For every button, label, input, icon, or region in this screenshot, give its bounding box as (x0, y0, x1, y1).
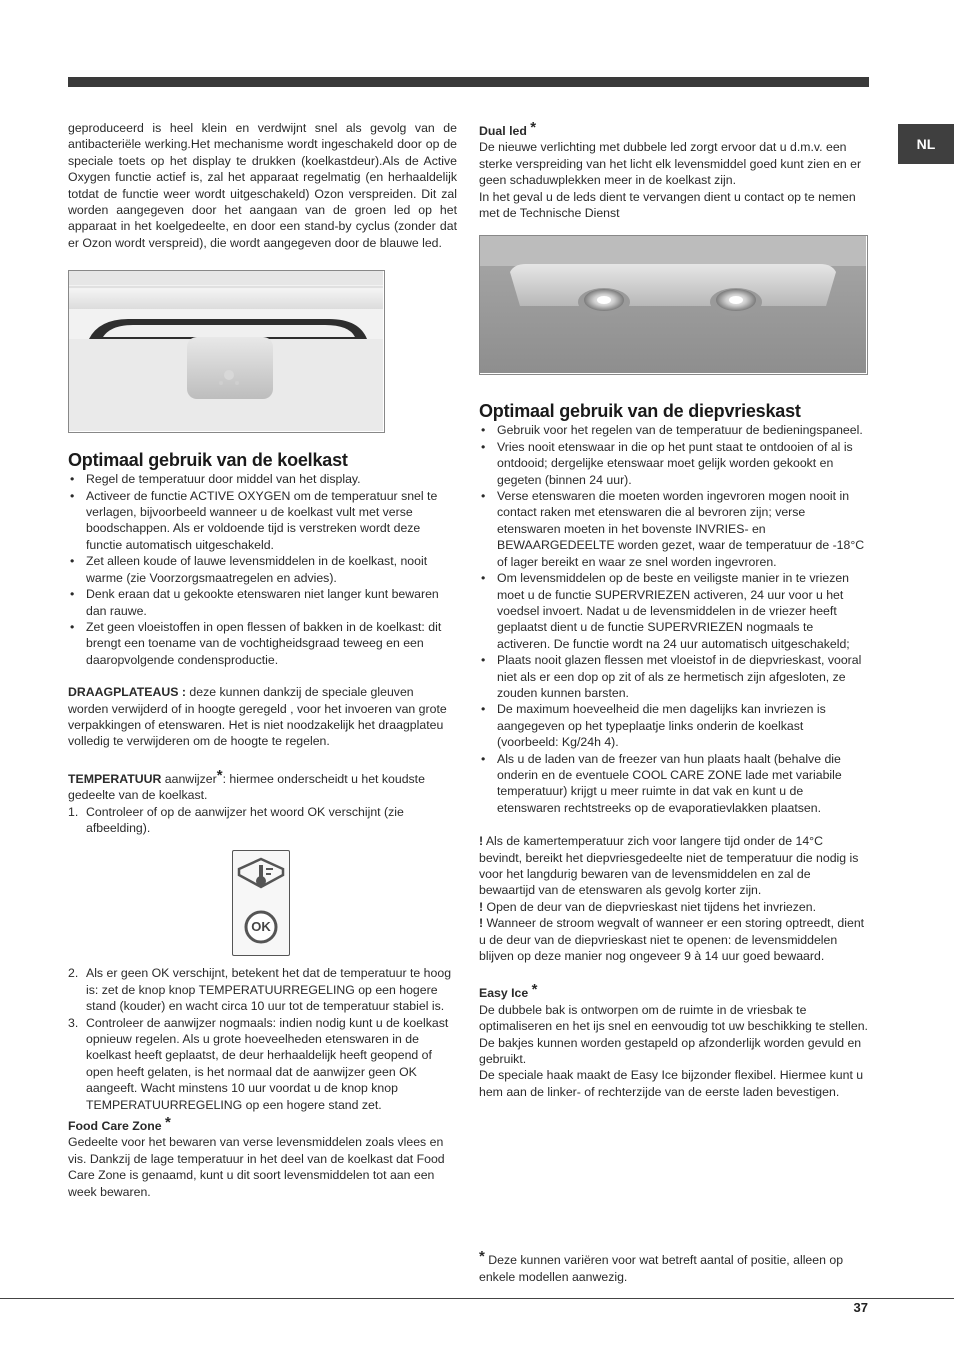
dual-led-light-image (480, 236, 866, 373)
right-column (479, 120, 868, 1100)
food-care-text: Gedeelte voor het bewaren van verse levensmiddelen zoals vlees en vis. Dankzij de lage temperatuur in het deel van de koelkast dat Food Care Zone is genaamd, kunt u dit soort levensmiddelen tot aan een week bewaren. (68, 1135, 445, 1199)
header-rule (68, 77, 869, 87)
active-oxygen-device-image (69, 271, 383, 431)
list-item: • Gebruik voor het regelen van de temperatuur de bedieningspaneel. (479, 422, 868, 438)
language-tab: NL (898, 124, 954, 164)
easy-ice-text-2: De speciale haak maakt de Easy Ice bijzonder flexibel. Hiermee kunt u hem aan de linker- of rechterzijde van de eerste laden bevestigen. (479, 1068, 864, 1099)
dual-led-photo (479, 235, 868, 375)
list-item: • Denk eraan dat u gekookte etenswaren niet langer kunt bewaren dan rauwe. (68, 586, 457, 619)
footnote: * Deze kunnen variëren voor wat betreft aantal of positie, alleen op enkele modellen aanwezig. (479, 1248, 844, 1284)
fridge-photo (68, 270, 385, 433)
food-care-title: Food Care Zone * (68, 1114, 171, 1134)
ok-label: OK (251, 919, 271, 935)
warning-3: ! Wanneer de stroom wegvalt of wanneer er een storing optreedt, dient u de deur van de diepvrieskast niet te openen: de levensmiddelen blijven op deze manier nog ongeveer 9 à 14 uur goed bewaard. (479, 916, 865, 964)
dual-led-text-2: In het geval u de leds dient te vervangen dient u contact op te nemen met de Technische Dienst (479, 189, 856, 221)
diepvries-bullet-list (479, 422, 868, 816)
warning-2: ! Open de deur van de diepvrieskast niet tijdens het invriezen. (479, 899, 817, 914)
warning-icon: ! (479, 899, 484, 914)
ok-indicator (232, 850, 290, 956)
asterisk-mark: * (530, 119, 537, 136)
intro-paragraph: geproduceerd is heel klein en verdwijnt snel als gevolg van de antibacteriële werking.Het mechanisme wordt ingeschakeld door op de speciale toets op het display te drukken (koelkastdeur).Als de Active Oxygen functie actief is, zal het apparaat regelmatig (en herhaaldelijk totdat de functie weer wordt uitgeschakeld) Ozon verspreiden. Dit zal worden aangegeven door het aangaan van de groen led op het apparaat in het koelgedeelte, en door een stand-by cyclus (zonder dat er Ozon wordt verspreid), die wordt aangegeven door de blauwe led. (68, 121, 457, 250)
warning-1: ! Als de kamertemperatuur zich voor langere tijd onder de 14°C bevindt, bereikt het diepvriesgedeelte niet de temperatuur die nodig is voor het langdurig bewaren van de levensmiddelen en zal de bewaartijd van de etenswaren als gevolg korter zijn. (479, 834, 859, 898)
easy-ice-text-1: De dubbele bak is ontworpen om de ruimte in de vriesbak te optimaliseren en het ijs snel en eenvoudig tot uw beschikking te stellen. De bakjes kunnen worden gestapeld op afzonderlijk worden gevuld en gebruikt. (479, 1002, 868, 1067)
warning-icon: ! (479, 916, 484, 931)
temperatuur-word: aanwijzer (161, 771, 217, 786)
list-item: • Als u de laden van de freezer van hun plaats haalt (behalve die onderin en de eventuele COOL CARE ZONE lade met variabile temperatuur) krijgt u meer ruimte in dat vak en kunt u de etenswaren rechtstreeks op de evaporatievlakken plaatsen. (479, 751, 868, 817)
temperatuur-steps-rest (68, 965, 457, 1113)
list-item: • Zet alleen koude of lauwe levensmiddelen in de koelkast, nooit warme (zie Voorzorgsmaatregelen en advies). (68, 553, 457, 586)
section-heading-koelkast: Optimaal gebruik van de koelkast (68, 450, 348, 471)
left-column (68, 120, 457, 1200)
list-item: • Activeer de functie ACTIVE OXYGEN om de temperatuur snel te verlagen, bijvoorbeeld wanneer u de koelkast vult met verse boodschappen. Als er voldoende tijd is verstreken wordt deze functie automatisch uitgeschakeld. (68, 488, 457, 554)
asterisk-mark: * (531, 981, 538, 999)
list-item: • Regel de temperatuur door middel van het display. (68, 471, 457, 487)
koelkast-bullet-list (68, 471, 457, 668)
draagplateaus-paragraph (68, 684, 457, 750)
temperatuur-steps-first (68, 804, 457, 837)
list-item: • De maximum hoeveelheid die men dagelijks kan invriezen is aangegeven op het typeplaatje links onderin de koelkast (voorbeeld: Kg/24h 4). (479, 701, 868, 750)
asterisk-mark: * (216, 766, 223, 784)
temperatuur-paragraph (68, 768, 457, 804)
temperatuur-label: TEMPERATUUR (68, 771, 162, 786)
dual-led-title: Dual led * (479, 119, 537, 138)
section-heading-diepvries: Optimaal gebruik van de diepvrieskast (479, 401, 801, 422)
list-item: • Om levensmiddelen op de beste en veiligste manier in te vriezen moet u de functie SUPERVRIEZEN activeren, 24 uur voor u het voedsel invoert. Nadat u de levensmiddelen in de vriezer heeft geplaatst dient u de functie SUPERVRIEZEN nogmaals te activeren. De functie wordt na 24 uur automatisch uitgeschakeld; (479, 570, 868, 652)
asterisk-mark: * (165, 1114, 171, 1132)
draagplateaus-label: DRAAGPLATEAUS : (68, 685, 186, 700)
temperatuur-text: : hiermee onderscheidt u het koudste gedeelte van de koelkast. (68, 771, 425, 803)
warning-icon: ! (479, 834, 484, 849)
step-item: 3. Controleer de aanwijzer nogmaals: indien nodig kunt u de koelkast opnieuw regelen. Als u grote hoeveelheden etenswaren in de koelkast heeft geplaatst, de deur herhaaldelijk heeft geopend of open heeft gelaten, is het normaal dat de aanwijzer geen OK aangeeft. Wacht minstens 10 uur voordat u de knop knop TEMPERATUURREGELING op een hogere stand zet. (68, 1015, 449, 1112)
easy-ice-title: Easy Ice * (479, 981, 538, 1001)
footer-rule (0, 1298, 954, 1299)
list-item: • Zet geen vloeistoffen in open flessen of bakken in de koelkast: dit brengt een toename van de vochtigheidsgraad teweeg en een daaropvolgende condensproductie. (68, 619, 457, 668)
list-item: • Vries nooit etenswaar in die op het punt staat te ontdooien of al is ontdooid; dergelijke etenswaar moet gelijk worden gekookt en gegeten (binnen 24 uur). (479, 439, 868, 488)
asterisk-mark: * (479, 1248, 485, 1265)
step-item: 1. Controleer of op de aanwijzer het woord OK verschijnt (zie afbeelding). (68, 804, 404, 835)
list-item: • Plaats nooit glazen flessen met vloeistof in de diepvrieskast, vooral niet als er een dop op zit of als ze hermetisch zijn afgesloten, ze zouden kunnen barsten. (479, 652, 868, 701)
step-item: 2. Als er geen OK verschijnt, betekent het dat de temperatuur te hoog is: zet de knop knop TEMPERATUURREGELING op een hogere stand (kouder) en wacht circa 10 uur tot de temperatuur stabiel is. (68, 966, 452, 1014)
dual-led-text-1: De nieuwe verlichting met dubbele led zorgt ervoor dat u d.m.v. een sterke verspreiding van het licht elk levensmiddel goed kunt zien en er geen schaduwplekken meer in de koelkast zijn. (479, 140, 862, 188)
list-item: • Verse etenswaren die moeten worden ingevroren mogen nooit in contact raken met etenswaren die al bevroren zijn; verse etenswaren moeten in het bovenste INVRIES- en BEWAARGEDEELTE worden gezet, waar de temperatuur de -18°C of lager bereikt en waar ze snel worden ingevroren. (479, 488, 868, 570)
page-number: 37 (853, 1300, 868, 1315)
draagplateaus-text: deze kunnen dankzij de speciale gleuven worden verwijderd of in hoogte geregeld , voor het invoeren van grote verpakkingen of etenswaren. Het is niet noodzakelijk het draagplateu volledig te verwijderen om de hoogte te regelen. (68, 685, 447, 749)
